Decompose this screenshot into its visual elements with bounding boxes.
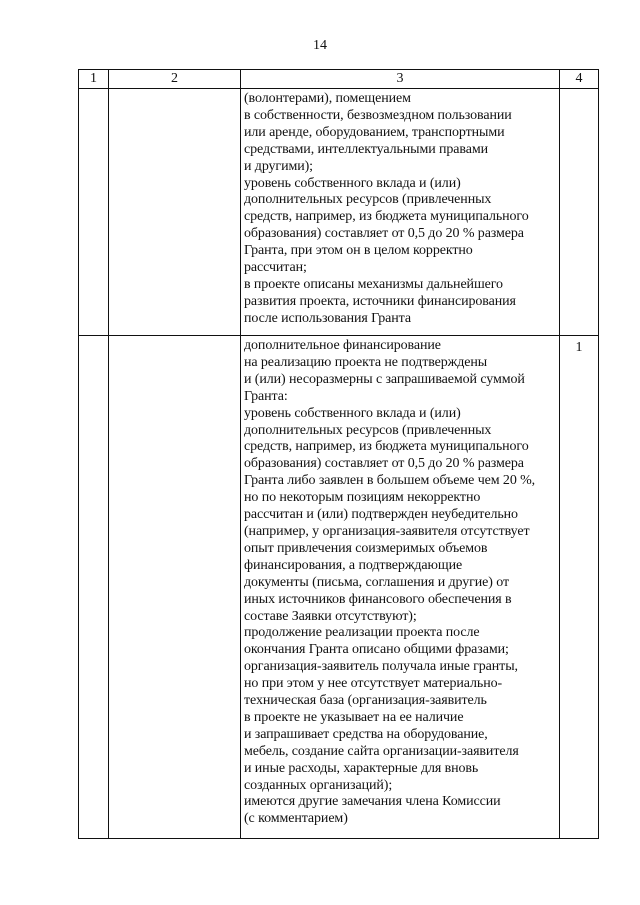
text-line: (волонтерами), помещением (244, 91, 411, 106)
text-line: но по некоторым позициям некорректно (244, 490, 481, 506)
text-line: на реализацию проекта не подтверждены (244, 354, 488, 370)
criteria-text-block (241, 336, 559, 828)
column-header-4: 4 (560, 70, 599, 89)
text-line: уровень собственного вклада и (или) (244, 405, 461, 421)
text-line: созданных организаций); (244, 777, 393, 793)
text-line: образования) составляет от 0,5 до 20 % размера (244, 226, 524, 242)
cell-criteria-text (241, 336, 560, 839)
text-line: уровень собственного вклада и (или) (244, 175, 461, 191)
cell-col2 (109, 336, 241, 839)
text-line: документы (письма, соглашения и другие) от (244, 574, 509, 590)
text-line: продолжение реализации проекта после (244, 625, 480, 641)
text-line: и (или) несоразмерны с запрашиваемой суммой (244, 371, 525, 387)
text-line: финансирования, а подтверждающие (244, 557, 463, 573)
table-row (79, 336, 599, 839)
text-line: или аренде, оборудованием, транспортными (244, 124, 505, 140)
text-line: имеются другие замечания члена Комиссии (244, 794, 501, 810)
column-header-2: 2 (109, 70, 241, 89)
criteria-text-block (241, 89, 559, 328)
table-header-row (79, 70, 599, 89)
text-line: но при этом у нее отсутствует материально- (244, 676, 503, 692)
text-line: мебель, создание сайта организации-заявителя (244, 743, 519, 759)
text-line: (с комментарием) (244, 811, 348, 827)
text-line: составе Заявки отсутствуют); (244, 608, 417, 624)
text-line: дополнительных ресурсов (привлеченных (244, 422, 492, 438)
cell-col2 (109, 89, 241, 336)
text-line: Гранта: (244, 388, 288, 404)
text-line: развития проекта, источники финансирования (244, 293, 516, 309)
cell-score (560, 336, 599, 839)
text-line: после использования Гранта (244, 310, 411, 326)
text-line: и иные расходы, характерные для вновь (244, 760, 479, 776)
text-line: техническая база (организация-заявитель (244, 693, 487, 709)
cell-col1 (79, 89, 109, 336)
column-header-3: 3 (241, 70, 560, 89)
text-line: рассчитан и (или) подтвержден неубедительно (244, 507, 518, 523)
text-line: дополнительное финансирование (244, 338, 441, 353)
text-line: и другими); (244, 158, 313, 174)
cell-score (560, 89, 599, 336)
column-header-1: 1 (79, 70, 109, 89)
cell-col1 (79, 336, 109, 839)
text-line: средствами, интеллектуальными правами (244, 141, 489, 157)
text-line: в проекте не указывает на ее наличие (244, 709, 464, 725)
text-line: (например, у организация-заявителя отсутствует (244, 523, 530, 539)
criteria-table (78, 69, 599, 839)
text-line: опыт привлечения соизмеримых объемов (244, 540, 488, 556)
text-line: Гранта либо заявлен в большем объеме чем 20 %, (244, 473, 536, 489)
page-number: 14 (313, 38, 327, 53)
table-row (79, 89, 599, 336)
score-value: 1 (575, 340, 583, 355)
text-line: иных источников финансового обеспечения в (244, 591, 512, 607)
text-line: дополнительных ресурсов (привлеченных (244, 192, 492, 208)
text-line: Гранта, при этом он в целом корректно (244, 243, 473, 259)
text-line: и запрашивает средства на оборудование, (244, 726, 488, 742)
score-value (560, 89, 598, 93)
text-line: организация-заявитель получала иные гранты, (244, 659, 518, 675)
text-line: рассчитан; (244, 260, 307, 276)
text-line: средств, например, из бюджета муниципального (244, 209, 529, 225)
text-line: в собственности, безвозмездном пользовании (244, 107, 512, 123)
cell-criteria-text (241, 89, 560, 336)
text-line: в проекте описаны механизмы дальнейшего (244, 276, 503, 292)
text-line: средств, например, из бюджета муниципального (244, 439, 529, 455)
text-line: образования) составляет от 0,5 до 20 % размера (244, 456, 524, 472)
text-line: окончания Гранта описано общими фразами; (244, 642, 509, 658)
